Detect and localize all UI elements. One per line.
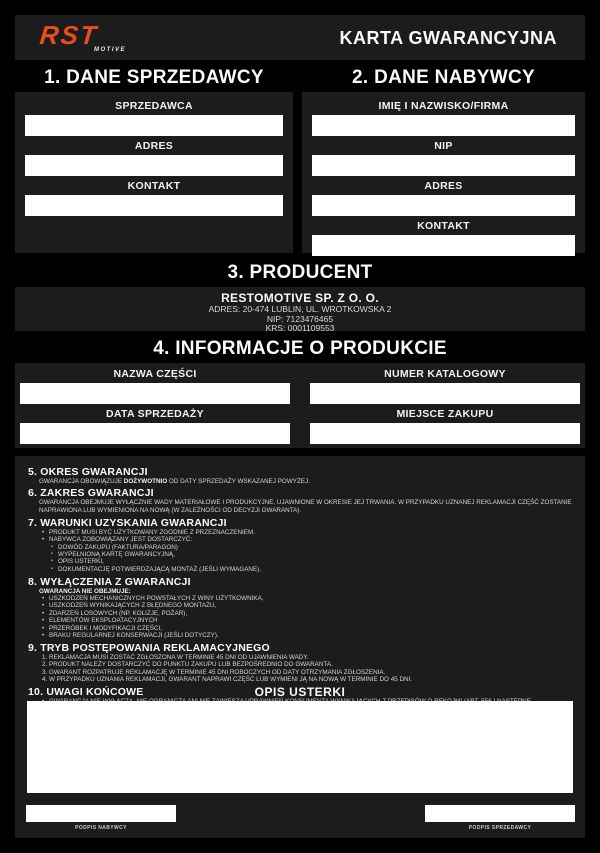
seller-contact-label: KONTAKT — [127, 180, 181, 192]
seller-name-input[interactable] — [25, 115, 283, 136]
part-name-label: NAZWA CZĘŚCI — [113, 368, 197, 380]
term-5-body — [39, 478, 572, 485]
term-7-sub-bullet: • DOKUMENTACJĘ POTWIERDZAJĄCĄ MONTAŻ (JEŚLI WYMAGANE). — [51, 566, 572, 573]
defect-heading: OPIS USTERKI — [254, 685, 346, 699]
term-6-body: GWARANCJA OBEJMUJE WYŁĄCZNIE WADY MATERIAŁOWE I PRODUKCYJNE, UJAWNIONE W OKRESIE JEJ TRWANIA. W PRZYPADKU UZNANEJ REKLAMACJI CZĘŚĆ ZOSTANIE NAPRAWIONA LUB WYMIENIONA NA NOWĄ (W ZALEŻNOŚCI OD DECYZJI GWARANTA). — [39, 499, 572, 514]
term-5-title: 5. OKRES GWARANCJI — [28, 465, 148, 478]
buyer-nip-input[interactable] — [312, 155, 575, 176]
term-7-sub-bullet: • OPIS USTERKI, — [51, 558, 572, 565]
term-8-title: 8. WYŁĄCZENIA Z GWARANCJI — [28, 575, 191, 588]
term-8-list — [42, 595, 572, 639]
term-7-sub-bullet: • DOWÓD ZAKUPU (FAKTURA/PARAGON) — [51, 544, 572, 551]
purchase-place-input[interactable] — [310, 423, 580, 444]
term-7-title: 7. WARUNKI UZYSKANIA GWARANCJI — [28, 516, 227, 529]
producer-krs: KRS: 0001109553 — [265, 323, 335, 333]
term-10-title: 10. UWAGI KOŃCOWE — [28, 686, 144, 699]
purchase-place-label: MIEJSCE ZAKUPU — [396, 408, 494, 420]
seller-address-input[interactable] — [25, 155, 283, 176]
term-9-item: 4. W PRZYPADKU UZNANIA REKLAMACJI, GWARANT NAPRAWI CZĘŚĆ LUB WYMIENI JĄ NA NOWĄ W TERMINIE DO 45 DNI. — [42, 676, 413, 684]
sale-date-label: DATA SPRZEDAŻY — [106, 408, 204, 420]
buyer-name-input[interactable] — [312, 115, 575, 136]
buyer-signature-box[interactable] — [26, 805, 176, 822]
producer-address: ADRES: 20-474 LUBLIN, UL. WROTKOWSKA 2 — [208, 304, 392, 314]
rst-motive-logo — [40, 22, 130, 53]
product-field-catalog-number — [310, 364, 580, 404]
term-5-body-pre: GWARANCJA OBOWIĄZUJE — [39, 477, 124, 485]
term-8-bullet: • PRZERÓBEK I MODYFIKACJI CZĘŚCI, — [42, 625, 572, 632]
producer-panel — [15, 287, 585, 331]
section-heading-producer: 3. PRODUCENT — [227, 262, 373, 283]
buyer-address-label: ADRES — [424, 180, 463, 192]
logo-brand-text: RST — [38, 20, 100, 50]
term-7-sublist — [51, 544, 572, 574]
term-7-sub-bullet: • WYPEŁNIONĄ KARTĘ GWARANCYJNĄ, — [51, 551, 572, 558]
producer-nip: NIP: 7123476465 — [266, 313, 334, 324]
term-8-bullet: • USZKODZEŃ WYNIKAJĄCYCH Z BŁĘDNEGO MONTAŻU, — [42, 602, 572, 609]
catalog-number-input[interactable] — [310, 383, 580, 404]
term-9-item: 1. REKLAMACJA MUSI ZOSTAĆ ZGŁOSZONA W TERMINIE 45 DNI OD UJAWNIENIA WADY. — [42, 654, 309, 661]
term-8-bullet: • USZKODZEŃ MECHANICZNYCH POWSTAŁYCH Z WINY UŻYTKOWNIKA, — [42, 595, 572, 602]
term-6-title: 6. ZAKRES GWARANCJI — [28, 487, 154, 500]
section-heading-product: 4. INFORMACJE O PRODUKCIE — [153, 338, 447, 359]
buyer-contact-input[interactable] — [312, 235, 575, 256]
seller-address-label: ADRES — [134, 140, 174, 152]
section-heading-seller: 1. DANE SPRZEDAWCY — [44, 67, 264, 88]
terms-panel — [15, 456, 585, 838]
product-field-part-name — [20, 364, 290, 404]
section-heading-buyer: 2. DANE NABYWCY — [352, 67, 535, 88]
catalog-number-label: NUMER KATALOGOWY — [384, 368, 506, 380]
buyer-panel — [302, 92, 585, 253]
term-7-bullet: • NABYWCA ZOBOWIĄZANY JEST DOSTARCZYĆ: — [42, 536, 572, 543]
product-panel — [15, 363, 585, 448]
term-5-body-bold: DOŻYWOTNIO — [123, 477, 168, 485]
term-8-intro: GWARANCJA NIE OBEJMUJE: — [39, 587, 131, 595]
term-5-body-post: OD DATY SPRZEDAŻY WSKAZANEJ POWYŻEJ. — [167, 477, 310, 485]
term-7-list — [42, 529, 572, 544]
page-title: KARTA GWARANCYJNA — [339, 28, 557, 48]
seller-name-label: SPRZEDAWCA — [115, 100, 193, 112]
product-field-purchase-place — [310, 404, 580, 444]
product-field-sale-date — [20, 404, 290, 444]
term-8-bullet: • BRAKU REGULARNEJ KONSERWACJI (JEŚLI DOTYCZY). — [42, 632, 572, 639]
seller-contact-input[interactable] — [25, 195, 283, 216]
part-name-input[interactable] — [20, 383, 290, 404]
term-9-title: 9. TRYB POSTĘPOWANIA REKLAMACYJNEGO — [28, 642, 270, 654]
logo-sub-text: MOTIVE — [93, 47, 126, 53]
buyer-signature-label: PODPIS NABYWCY — [75, 825, 127, 831]
seller-signature-label: PODPIS SPRZEDAWCY — [468, 825, 532, 831]
producer-name: RESTOMOTIVE SP. Z O. O. — [221, 291, 379, 305]
term-8-bullet: • ZDARZEŃ LOSOWYCH (NP. KOLIZJE, POŻAR), — [42, 610, 572, 617]
term-7-bullet: • PRODUKT MUSI BYĆ UŻYTKOWANY ZGODNIE Z PRZEZNACZENIEM. — [42, 529, 572, 536]
sale-date-input[interactable] — [20, 423, 290, 444]
defect-description-input[interactable] — [27, 701, 573, 793]
seller-panel — [15, 92, 293, 253]
buyer-name-label: IMIĘ I NAZWISKO/FIRMA — [378, 100, 509, 112]
term-9-item: 2. PRODUKT NALEŻY DOSTARCZYĆ DO PUNKTU ZAKUPU LUB BEZPOŚREDNIO DO GWARANTA. — [42, 661, 333, 669]
seller-signature-box[interactable] — [425, 805, 575, 822]
term-8-bullet: • ELEMENTÓW EKSPLOATACYJNYCH — [42, 617, 572, 624]
buyer-address-input[interactable] — [312, 195, 575, 216]
header-panel — [15, 15, 585, 60]
buyer-contact-label: KONTAKT — [417, 220, 470, 232]
term-9-item: 3. GWARANT ROZPATRUJE REKLAMACJĘ W TERMINIE 45 DNI ROBOCZYCH OD DATY OTRZYMANIA ZGŁOSZENIA. — [42, 668, 386, 676]
buyer-nip-label: NIP — [434, 140, 453, 152]
